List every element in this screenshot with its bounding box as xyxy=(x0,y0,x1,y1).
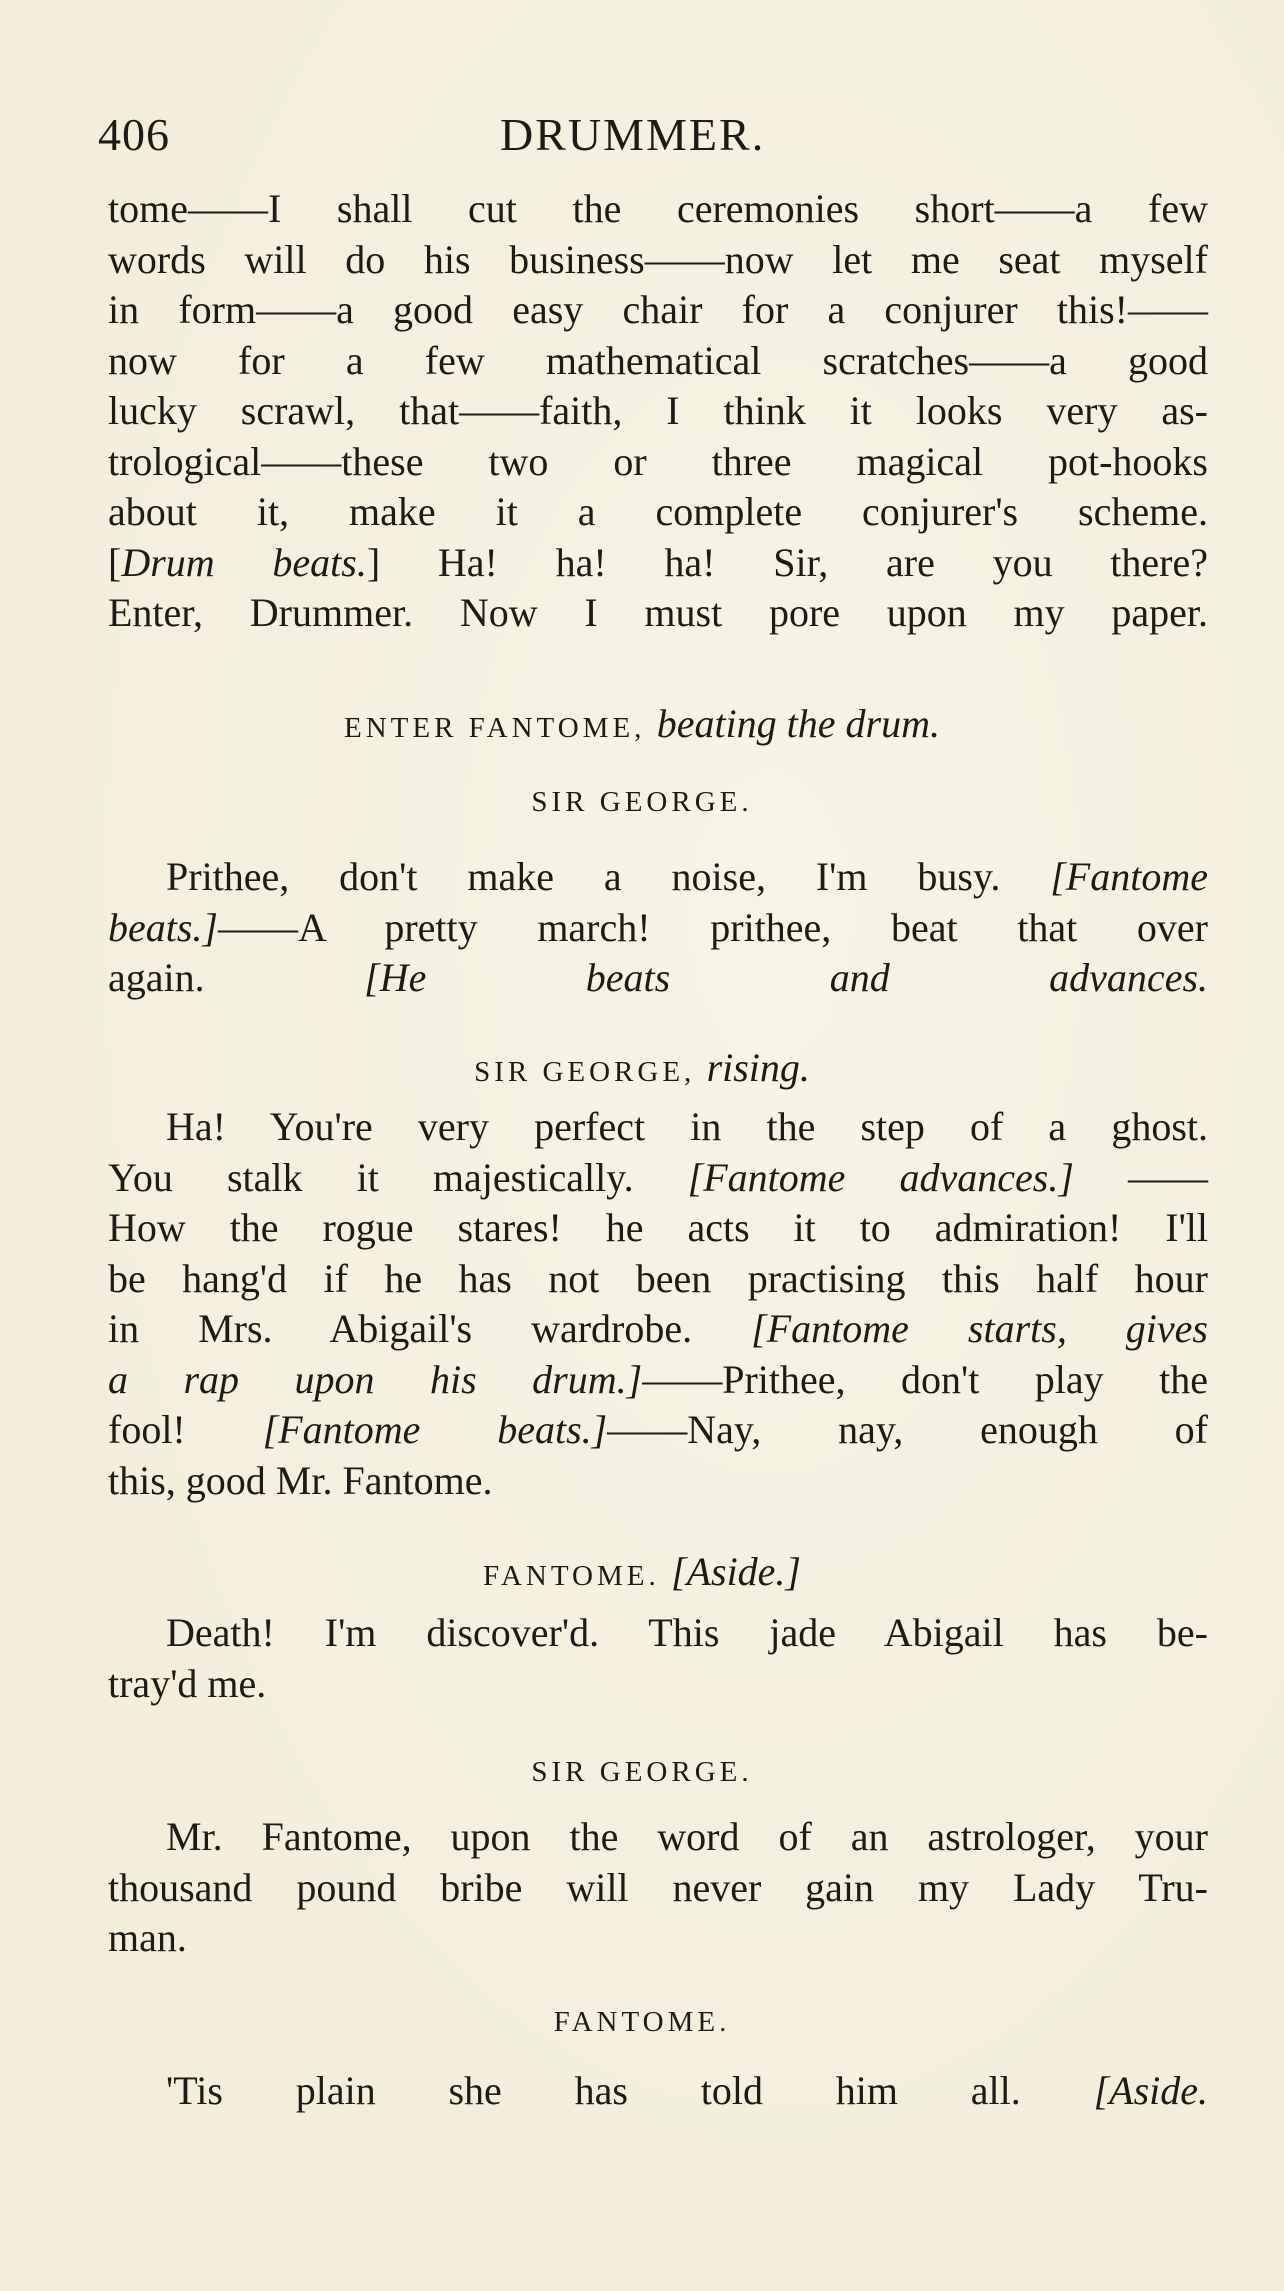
text-line: tome——I shall cut the ceremonies short——a few xyxy=(108,186,1208,231)
text-line: now for a few mathematical scratches——a good xyxy=(108,337,1208,383)
text-line: man. xyxy=(108,1915,187,1960)
stage-direction: [Fantome advances.] xyxy=(687,1154,1074,1200)
text-fragment: 'Tis plain she has told him all. xyxy=(166,2068,1021,2113)
text-line: How the rogue stares! he acts it to admiration! I'll xyxy=(108,1205,1208,1250)
bracket: [ xyxy=(108,539,122,585)
stage-direction: beats.] xyxy=(108,904,218,950)
text-line: about it, make it a complete conjurer's scheme. xyxy=(108,489,1208,534)
page-number: 406 xyxy=(98,109,170,160)
text-line: trological——these two or three magical pot-hooks xyxy=(108,438,1208,484)
page-header xyxy=(98,108,1208,168)
text-fragment: You stalk it majestically. xyxy=(108,1154,634,1200)
text-fragment: in Mrs. Abigail's wardrobe. xyxy=(108,1306,693,1351)
stage-direction: [Aside. xyxy=(1093,2068,1209,2113)
text-line: thousand pound bribe will never gain my Lady Tru- xyxy=(108,1864,1208,1910)
text-line xyxy=(108,953,1208,1004)
text-fragment: again. xyxy=(108,955,205,1000)
stage-direction-heading xyxy=(0,700,1284,747)
running-head: DRUMMER. xyxy=(500,109,766,160)
stage-direction: Drum beats. xyxy=(121,539,367,585)
stage-direction-italic: rising. xyxy=(706,1045,810,1090)
speech xyxy=(108,852,1208,1004)
text-line: Death! I'm discover'd. This jade Abigail has be- xyxy=(166,1610,1208,1655)
text-line: words will do his business——now let me seat myself xyxy=(108,236,1208,282)
stage-direction: a rap upon his drum.] xyxy=(108,1356,643,1402)
speaker-name: FANTOME. xyxy=(483,1560,660,1592)
speaker-name: SIR GEORGE, xyxy=(474,1056,696,1088)
stage-direction: [Fantome xyxy=(1050,854,1208,899)
text-fragment: Prithee, don't make a noise, I'm busy. xyxy=(166,854,1001,899)
text-line xyxy=(108,1304,1208,1355)
text-line xyxy=(108,903,1208,954)
speech xyxy=(108,2066,1208,2117)
text-line: Ha! You're very perfect in the step of a ghost. xyxy=(166,1104,1208,1149)
text-line: tray'd me. xyxy=(108,1660,267,1706)
text-line: be hang'd if he has not been practising this half hour xyxy=(108,1255,1208,1301)
text-line xyxy=(108,1355,1208,1406)
paragraph-continuation xyxy=(108,184,1208,639)
speaker-name: SIR GEORGE. xyxy=(531,786,753,818)
stage-direction-caps: ENTER FANTOME, xyxy=(344,712,646,744)
text-line: Enter, Drummer. Now I must pore upon my paper. xyxy=(108,590,1208,635)
stage-direction-italic: [Aside.] xyxy=(671,1549,801,1594)
speech xyxy=(108,1608,1208,1709)
text-line xyxy=(108,2066,1208,2117)
text-fragment: ——A pretty march! prithee, beat that over xyxy=(218,904,1208,950)
text-line: in form——a good easy chair for a conjurer this!—— xyxy=(108,287,1208,332)
text-line xyxy=(108,852,1208,903)
text-line xyxy=(108,538,1208,589)
stage-direction: [Fantome beats.] xyxy=(262,1407,608,1452)
speech xyxy=(108,1102,1208,1506)
stage-direction: [He beats and advances. xyxy=(364,955,1209,1000)
speaker-heading xyxy=(0,1548,1284,1595)
text-line: Mr. Fantome, upon the word of an astrologer, your xyxy=(166,1814,1208,1859)
text-fragment: fool! xyxy=(108,1407,186,1452)
text-line xyxy=(108,1153,1208,1204)
text-fragment: ——Nay, nay, enough of xyxy=(607,1407,1208,1452)
text-fragment: —— xyxy=(1128,1154,1208,1200)
text-line: lucky scrawl, that——faith, I think it looks very as- xyxy=(108,388,1208,433)
text-line: this, good Mr. Fantome. xyxy=(108,1457,493,1503)
speaker-name: FANTOME. xyxy=(553,2006,731,2038)
text-line xyxy=(108,1405,1208,1456)
stage-direction-italic: beating the drum. xyxy=(656,701,940,746)
speaker-heading xyxy=(0,1044,1284,1091)
speaker-name: SIR GEORGE. xyxy=(531,1756,753,1788)
text-fragment: ] Ha! ha! ha! Sir, are you there? xyxy=(366,539,1209,585)
text-fragment: ——Prithee, don't play the xyxy=(642,1356,1209,1402)
stage-direction: [Fantome starts, gives xyxy=(751,1306,1208,1351)
speech xyxy=(108,1812,1208,1964)
